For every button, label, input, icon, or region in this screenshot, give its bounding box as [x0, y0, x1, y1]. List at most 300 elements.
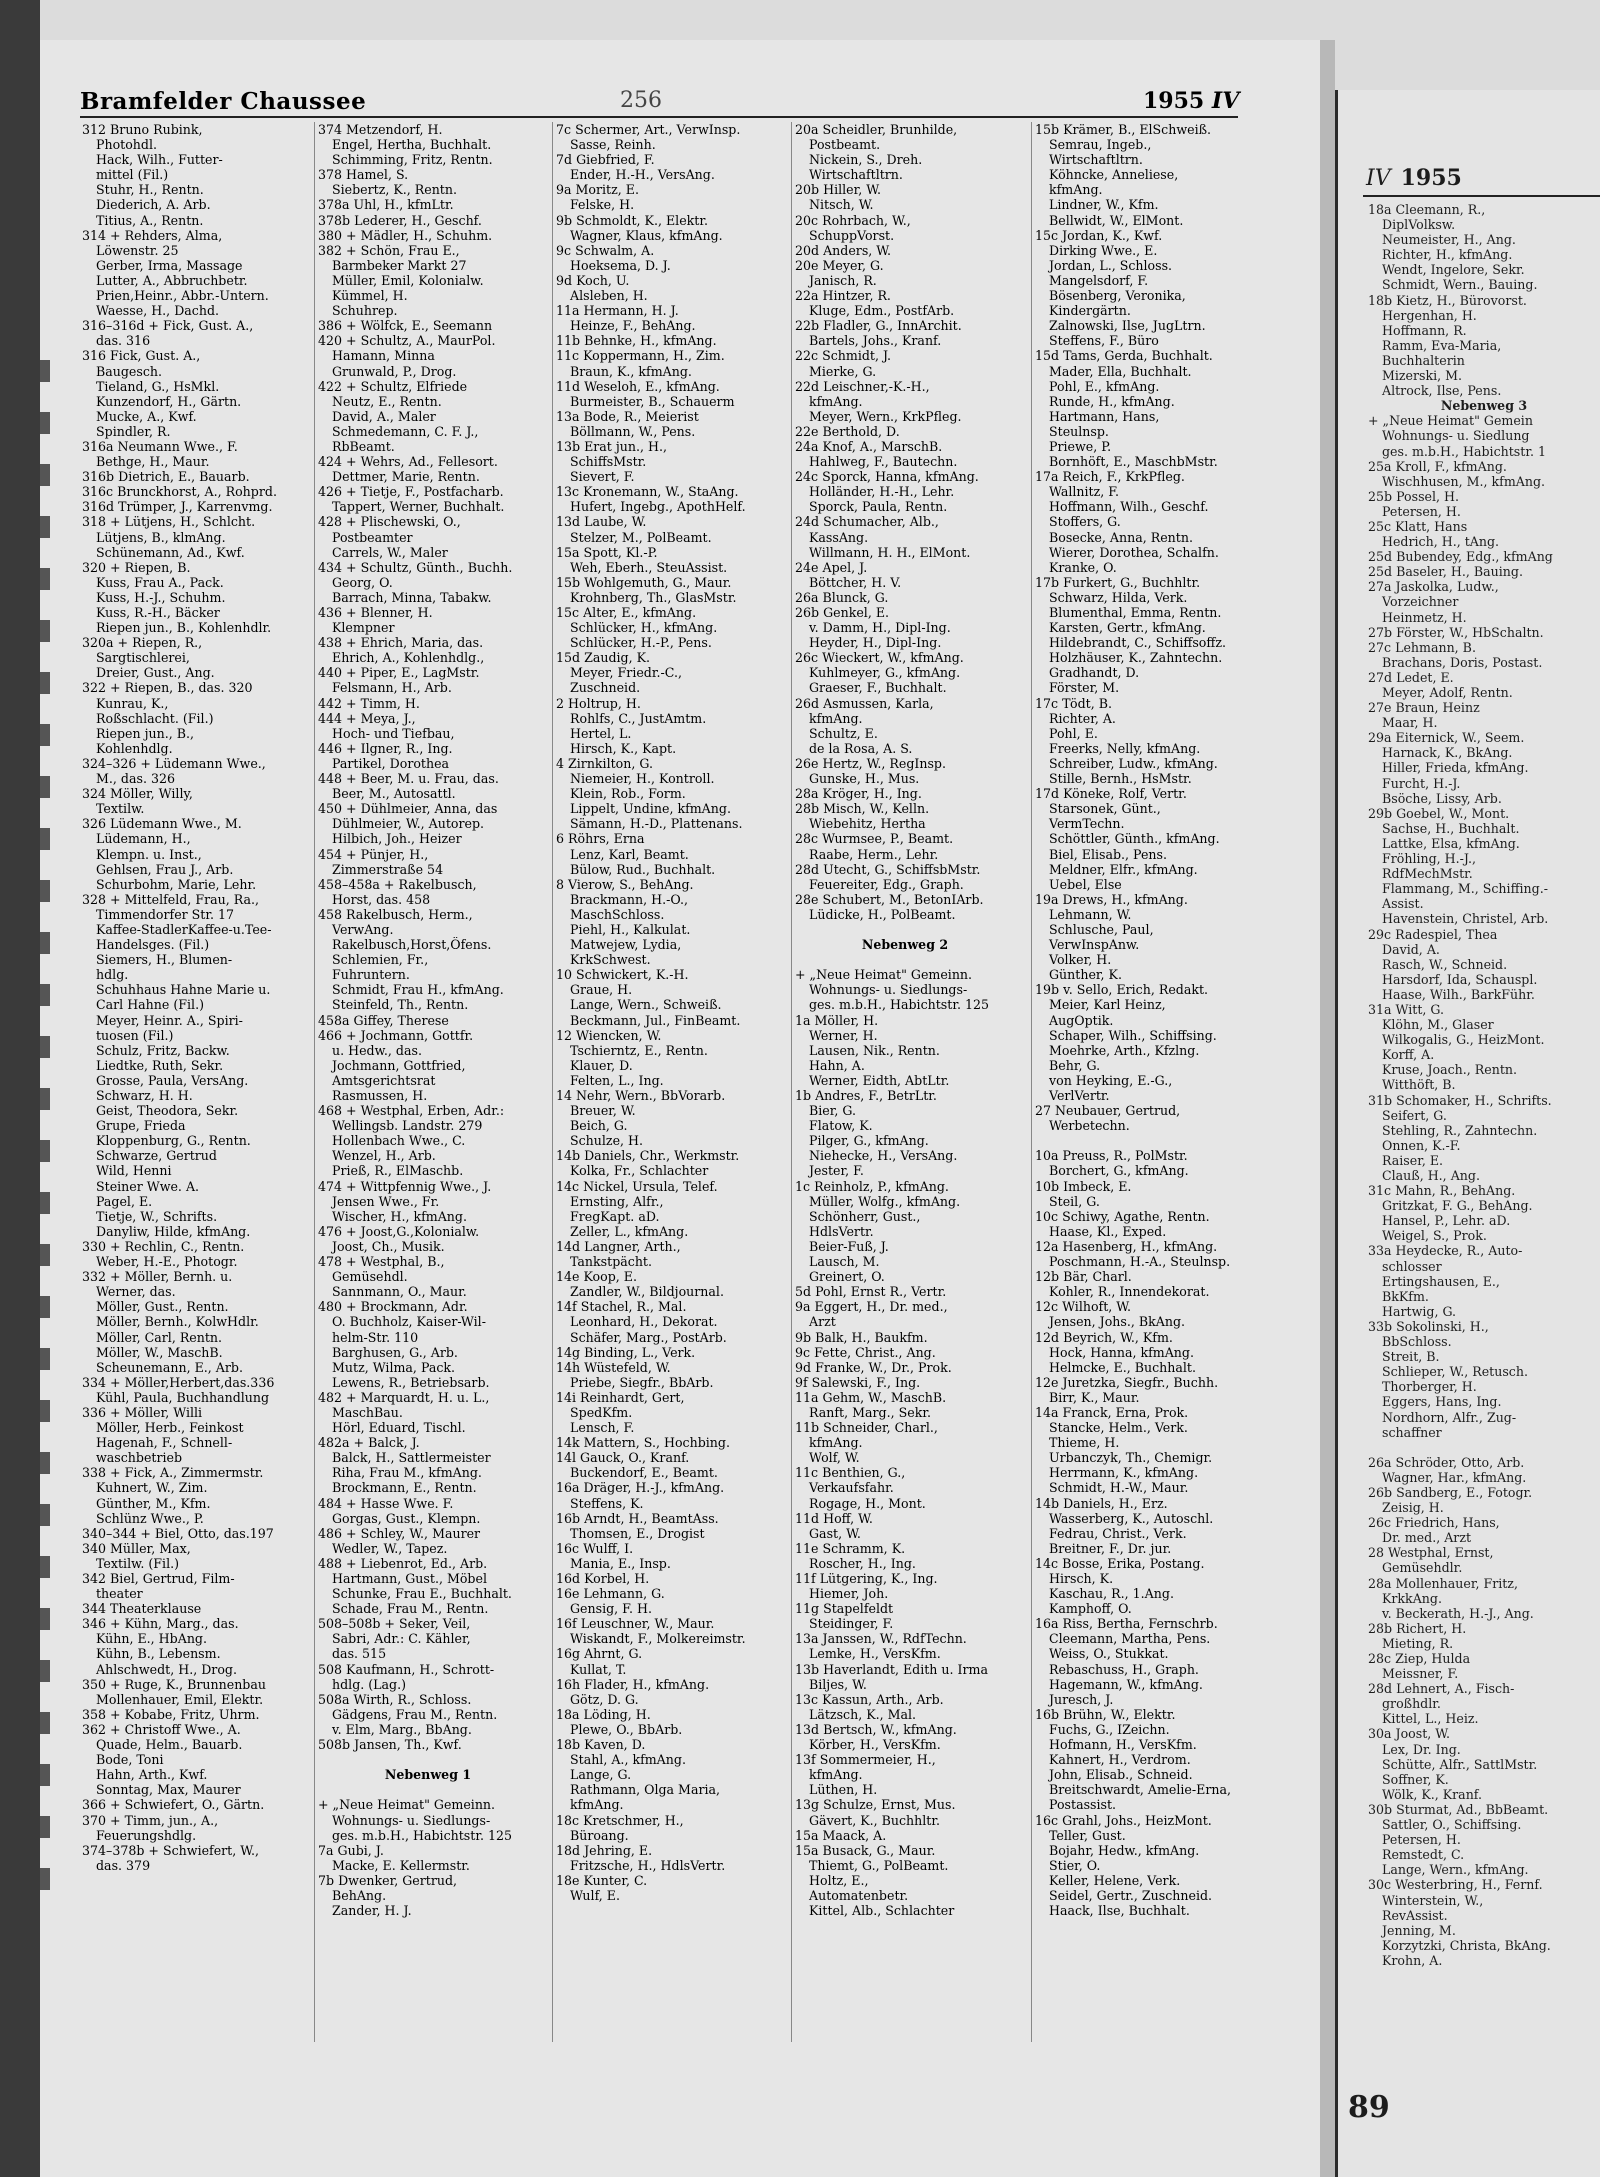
directory-entry: 24c Sporck, Hanna, kfmAng. [795, 469, 979, 485]
directory-entry: 28e Schubert, M., BetonIArb. [795, 891, 984, 907]
directory-entry: Kittel, Alb., Schlachter [809, 1903, 955, 1919]
directory-entry: 25d Bubendey, Edg., kfmAng [1368, 549, 1553, 565]
directory-entry: u. Hedw., das. [332, 1042, 422, 1058]
directory-entry: Weiss, O., Stukkat. [1049, 1646, 1169, 1662]
directory-entry: 11b Schneider, Charl., [795, 1420, 938, 1436]
directory-entry: Lausen, Nik., Rentn. [809, 1042, 940, 1058]
directory-entry: 26a Blunck, G. [795, 589, 889, 605]
directory-entry: Postbeamter [332, 529, 413, 545]
directory-entry: 19b v. Sello, Erich, Redakt. [1035, 982, 1209, 998]
directory-entry: Mieting, R. [1382, 1635, 1454, 1651]
directory-entry: VerwInspAnw. [1049, 937, 1140, 953]
directory-entry: 13c Kassun, Arth., Arb. [795, 1691, 944, 1707]
directory-entry: Seifert, G. [1382, 1107, 1447, 1123]
directory-entry: Seidel, Gertr., Zuschneid. [1049, 1887, 1213, 1903]
directory-entry: Handelsges. (Fil.) [96, 937, 210, 953]
directory-entry: Matwejew, Lydia, [570, 937, 682, 953]
directory-entry: Tieland, G., HsMkl. [96, 378, 220, 394]
directory-entry: Braun, K., kfmAng. [570, 363, 692, 379]
directory-entry: Raabe, Herm., Lehr. [809, 846, 939, 862]
directory-entry: 336 + Möller, Willi [82, 1404, 203, 1420]
directory-entry: schlosser [1382, 1258, 1442, 1274]
directory-entry: Lensch, F. [570, 1420, 635, 1436]
directory-entry: 484 + Hasse Wwe. F. [318, 1495, 454, 1511]
directory-entry: Klauer, D. [570, 1057, 633, 1073]
directory-entry: Steffens, K. [570, 1495, 644, 1511]
directory-entry: Gradhandt, D. [1049, 665, 1140, 681]
directory-entry: 20b Hiller, W. [795, 182, 881, 198]
directory-entry: 14b Daniels, H., Erz. [1035, 1495, 1168, 1511]
directory-entry: waschbetrieb [96, 1450, 183, 1466]
directory-entry: Moehrke, Arth., Kfzlng. [1049, 1042, 1200, 1058]
directory-entry: Heinze, F., BehAng. [570, 318, 696, 334]
directory-entry: Siebertz, K., Rentn. [332, 182, 457, 198]
directory-entry: Heyder, H., Dipl-Ing. [809, 635, 942, 651]
directory-entry: Schurbohm, Marie, Lehr. [96, 876, 257, 892]
directory-entry: Carl Hahne (Fil.) [96, 997, 204, 1013]
directory-entry: Gerber, Irma, Massage [96, 257, 243, 273]
directory-entry: Weber, H.-E., Photogr. [96, 1254, 238, 1270]
directory-entry: Grosse, Paula, VersAng. [96, 1072, 249, 1088]
directory-entry: mittel (Fil.) [96, 167, 169, 183]
directory-entry: Richter, A. [1049, 710, 1116, 726]
directory-entry: 382 + Schön, Frau E., [318, 242, 460, 258]
directory-entry: Schulze, H. [570, 1133, 644, 1149]
directory-entry: Barrach, Minna, Tabakw. [332, 589, 492, 605]
directory-entry: 13a Bode, R., Meierist [556, 408, 699, 424]
directory-entry: BehAng. [332, 1887, 387, 1903]
directory-entry: O. Buchholz, Kaiser-Wil- [332, 1314, 486, 1330]
directory-entry: Lex, Dr. Ing. [1382, 1741, 1461, 1757]
directory-entry: Diederich, A. Arb. [96, 197, 211, 213]
directory-entry: 24a Knof, A., MarschB. [795, 438, 943, 454]
directory-entry: Amtsgerichtsrat [332, 1072, 436, 1088]
directory-entry: Hansel, P., Lehr. aD. [1382, 1213, 1511, 1229]
directory-entry [795, 952, 1015, 967]
directory-entry: Schünemann, Ad., Kwf. [96, 544, 245, 560]
directory-entry: Dr. med., Arzt [1382, 1530, 1472, 1546]
directory-entry: 358 + Kobabe, Fritz, Uhrm. [82, 1706, 260, 1722]
directory-entry: Kohlenhdlg. [96, 740, 173, 756]
directory-entry: Lausch, M. [809, 1254, 880, 1270]
directory-entry: 316 Fick, Gust. A., [82, 348, 201, 364]
directory-entry: Steulnsp. [1049, 423, 1109, 439]
directory-entry: Balck, H., Sattlermeister [332, 1450, 491, 1466]
directory-entry: 344 Theaterklause [82, 1601, 202, 1617]
directory-entry: Hamann, Minna [332, 348, 435, 364]
directory-entry: Korzytzki, Christa, BkAng. [1382, 1937, 1551, 1953]
directory-entry: Brackmann, H.-O., [570, 891, 688, 907]
directory-entry: Stehling, R., Zahntechn. [1382, 1122, 1538, 1138]
directory-entry: BkKfm. [1382, 1288, 1429, 1304]
directory-entry: Jordan, L., Schloss. [1049, 257, 1173, 273]
directory-entry: Riepen jun., B., Kohlenhdlr. [96, 620, 272, 636]
directory-entry: Meyer, Heinr. A., Spiri- [96, 1012, 243, 1028]
directory-entry: 16a Dräger, H.-J., kfmAng. [556, 1480, 725, 1496]
directory-entry: Tschierntz, E., Rentn. [570, 1042, 708, 1058]
directory-entry: 15b Wohlgemuth, G., Maur. [556, 574, 732, 590]
directory-entry: Heinmetz, H. [1382, 609, 1467, 625]
directory-entry: Photohdl. [96, 137, 158, 153]
directory-entry: Kindergärtn. [1049, 303, 1131, 319]
directory-entry: theater [96, 1586, 143, 1602]
right-volume: IV [1366, 166, 1391, 191]
directory-entry: 29b Goebel, W., Mont. [1368, 805, 1510, 821]
directory-entry: Stille, Bernh., HsMstr. [1049, 771, 1192, 787]
directory-entry: 320a + Riepen, R., [82, 635, 203, 651]
directory-entry: 6 Röhrs, Erna [556, 831, 645, 847]
directory-entry: Waesse, H., Dachd. [96, 303, 220, 319]
directory-entry: Meldner, Elfr., kfmAng. [1049, 861, 1198, 877]
directory-entry: Kohler, R., Innendekorat. [1049, 1284, 1210, 1300]
directory-entry: 314 + Rehders, Alma, [82, 227, 223, 243]
directory-entry: + „Neue Heimat" Gemeinn. [795, 967, 973, 983]
directory-entry: 26d Asmussen, Karla, [795, 695, 934, 711]
directory-entry: Werner, H. [809, 1027, 878, 1043]
directory-entry: AugOptik. [1049, 1012, 1114, 1028]
directory-entry: Schreiber, Ludw., kfmAng. [1049, 755, 1218, 771]
directory-entry: 12c Wilhoft, W. [1035, 1299, 1132, 1315]
section-heading: Nebenweg 2 [861, 937, 949, 953]
directory-entry: + „Neue Heimat" Gemeinn. [318, 1797, 496, 1813]
directory-entry: Gorgas, Gust., Klempn. [332, 1510, 481, 1526]
directory-entry: Haase, Wilh., BarkFühr. [1382, 986, 1535, 1002]
directory-entry: KrkkAng. [1382, 1590, 1442, 1606]
page-number: 256 [620, 88, 662, 113]
directory-entry: Biljes, W. [809, 1676, 867, 1692]
directory-entry: Engel, Hertha, Buchhalt. [332, 137, 492, 153]
directory-entry: Dreier, Gust., Ang. [96, 665, 215, 681]
directory-entry: Carrels, W., Maler [332, 544, 448, 560]
directory-entry: Danyliw, Hilde, kfmAng. [96, 1223, 251, 1239]
directory-entry: Förster, M. [1049, 680, 1120, 696]
directory-entry: Kahnert, H., Verdrom. [1049, 1752, 1191, 1768]
directory-entry: SchiffsMstr. [570, 454, 647, 470]
directory-entry: 438 + Ehrich, Maria, das. [318, 635, 484, 651]
directory-entry: 316c Brunckhorst, A., Rohprd. [82, 484, 277, 500]
directory-entry: ges. m.b.H., Habichtstr. 125 [332, 1827, 512, 1843]
directory-entry: 11b Behnke, H., kfmAng. [556, 333, 717, 349]
directory-entry: Tappert, Werner, Buchhalt. [332, 499, 505, 515]
directory-entry: Zeisig, H. [1382, 1500, 1444, 1516]
directory-entry: Postbeamt. [809, 137, 881, 153]
directory-entry: Ranft, Marg., Sekr. [809, 1404, 931, 1420]
directory-entry: Harsdorf, Ida, Schauspl. [1382, 971, 1538, 987]
directory-entry: Kruse, Joach., Rentn. [1382, 1062, 1517, 1078]
directory-entry: 25c Klatt, Hans [1368, 518, 1468, 534]
directory-entry: Holländer, H.-H., Lehr. [809, 484, 955, 500]
directory-column-1 [82, 122, 302, 1873]
directory-entry: 13f Sommermeier, H., [795, 1752, 936, 1768]
directory-entry: Pagel, E. [96, 1193, 153, 1209]
directory-entry [318, 1782, 538, 1797]
directory-entry: 18d Jehring, E. [556, 1842, 653, 1858]
directory-entry: Richter, H., kfmAng. [1382, 247, 1513, 263]
directory-entry: Gunske, H., Mus. [809, 771, 920, 787]
directory-entry: 316–316d + Fick, Gust. A., [82, 318, 254, 334]
directory-entry: 14d Langner, Arth., [556, 1238, 681, 1254]
directory-entry: Hufert, Ingebg., ApothHelf. [570, 499, 746, 515]
directory-column-3 [556, 122, 776, 1903]
directory-entry: Hoffmann, Wilh., Geschf. [1049, 499, 1209, 515]
directory-entry: Kuss, H.-J., Schuhm. [96, 589, 226, 605]
directory-entry: 450 + Dühlmeier, Anna, das [318, 801, 498, 817]
directory-entry: Meyer, Wern., KrkPfleg. [809, 408, 962, 424]
directory-entry: kfmAng. [1049, 182, 1103, 198]
directory-entry: 11f Lütgering, K., Ing. [795, 1571, 938, 1586]
directory-entry: Niemeier, H., Kontroll. [570, 771, 715, 787]
directory-entry: Klempn. u. Inst., [96, 846, 202, 862]
directory-entry: Klein, Rob., Form. [570, 786, 686, 802]
directory-entry: VerlVertr. [1049, 1088, 1110, 1103]
directory-entry: 370 + Timm, jun., A., [82, 1812, 219, 1828]
directory-entry: hdlg. (Lag.) [332, 1676, 407, 1692]
directory-entry: 13d Laube, W. [556, 514, 647, 530]
directory-entry: 17b Furkert, G., Buchhltr. [1035, 574, 1201, 590]
directory-entry: Juresch, J. [1049, 1691, 1114, 1707]
directory-entry: Schwarz, H. H. [96, 1088, 193, 1103]
directory-entry: Buckendorf, E., Beamt. [570, 1465, 718, 1481]
directory-entry: 28c Ziep, Hulda [1368, 1651, 1471, 1666]
directory-entry: 9b Schmoldt, K., Elektr. [556, 212, 708, 228]
directory-entry: Beer, M., Autosattl. [332, 786, 456, 802]
directory-entry: Kühn, B., Lebensm. [96, 1646, 221, 1662]
directory-entry: Spindler, R. [96, 423, 171, 439]
directory-entry: 33b Sokolinski, H., [1368, 1318, 1489, 1334]
directory-entry: Scheunemann, E., Arb. [96, 1359, 243, 1375]
directory-entry: Lüdemann, H., [96, 831, 191, 847]
directory-entry: 316d Trümper, J., Karrenvmg. [82, 499, 273, 515]
directory-entry: Lange, Wern., kfmAng. [1382, 1862, 1529, 1878]
directory-entry: Gritzkat, F. G., BehAng. [1382, 1198, 1533, 1214]
directory-entry: Breitschwardt, Amelie-Erna, [1049, 1782, 1231, 1798]
directory-entry: das. 515 [332, 1646, 387, 1662]
directory-entry: 26c Wieckert, W., kfmAng. [795, 650, 964, 666]
directory-entry [318, 1752, 538, 1767]
directory-entry: Thieme, H. [1049, 1435, 1120, 1451]
directory-entry: 19a Drews, H., kfmAng. [1035, 891, 1188, 907]
directory-entry: Böllmann, W., Pens. [570, 423, 696, 439]
directory-entry: Freerks, Nelly, kfmAng. [1049, 740, 1201, 756]
directory-entry: 16b Arndt, H., BeamtAss. [556, 1510, 719, 1526]
directory-entry: Bülow, Rud., Buchhalt. [570, 861, 716, 877]
directory-entry: 12d Beyrich, W., Kfm. [1035, 1329, 1173, 1345]
directory-entry: Kunzendorf, H., Gärtn. [96, 393, 242, 409]
directory-entry: Möller, Gust., Rentn. [96, 1299, 229, 1315]
directory-entry: kfmAng. [809, 1435, 863, 1451]
directory-entry: 15a Spott, Kl.-P. [556, 544, 658, 560]
directory-entry: Hack, Wilh., Futter- [96, 152, 223, 168]
directory-entry: Werbetechn. [1049, 1118, 1130, 1134]
directory-entry: 13g Schulze, Ernst, Mus. [795, 1797, 956, 1813]
directory-entry: 30a Joost, W. [1368, 1726, 1451, 1742]
directory-entry: 334 + Möller,Herbert,das.336 [82, 1374, 275, 1390]
directory-entry: + „Neue Heimat" Gemein [1368, 413, 1533, 429]
directory-entry: Kloppenburg, G., Rentn. [96, 1133, 251, 1149]
directory-entry: Schlusche, Paul, [1049, 921, 1154, 937]
directory-entry: Hahn, Arth., Kwf. [96, 1767, 208, 1783]
directory-entry: 11g Stapelfeldt [795, 1601, 894, 1617]
directory-entry: hdlg. [96, 967, 129, 983]
directory-entry: Wenzel, H., Arb. [332, 1148, 436, 1164]
directory-entry: 1a Möller, H. [795, 1012, 879, 1028]
directory-entry: Sannmann, O., Maur. [332, 1284, 467, 1300]
directory-entry: Kuss, Frau A., Pack. [96, 574, 224, 590]
directory-entry: 18e Kunter, C. [556, 1872, 648, 1888]
directory-entry: 340–344 + Biel, Otto, das.197 [82, 1525, 274, 1541]
directory-entry: Schlücker, H., kfmAng. [570, 620, 718, 636]
directory-entry: Kunrau, K., [96, 695, 169, 711]
directory-entry: Bösenberg, Veronika, [1049, 288, 1186, 304]
directory-entry: 442 + Timm, H. [318, 695, 420, 711]
directory-entry: Möller, Carl, Rentn. [96, 1329, 223, 1345]
directory-entry: SchuppVorst. [809, 227, 895, 243]
directory-entry: Kranke, O. [1049, 559, 1117, 575]
directory-entry: Dettmer, Marie, Rentn. [332, 469, 480, 485]
directory-entry: 15a Busack, G., Maur. [795, 1842, 936, 1858]
directory-entry: 16c Wulff, I. [556, 1540, 634, 1556]
directory-entry: 440 + Piper, E., LagMstr. [318, 665, 480, 681]
directory-entry: Urbanczyk, Th., Chemigr. [1049, 1450, 1213, 1466]
directory-entry: 16a Riss, Bertha, Fernschrb. [1035, 1616, 1218, 1632]
directory-entry: 362 + Christoff Wwe., A. [82, 1721, 241, 1737]
column-divider [791, 122, 792, 2042]
directory-entry: Bornhöft, E., MaschbMstr. [1049, 454, 1218, 470]
directory-entry [1035, 1133, 1255, 1148]
directory-entry: Hedrich, H., tAng. [1382, 534, 1500, 550]
directory-entry: Steil, G. [1049, 1193, 1100, 1209]
directory-entry: 10 Schwickert, K.-H. [556, 967, 689, 983]
directory-entry: Hartwig, G. [1382, 1303, 1457, 1319]
directory-entry: 12a Hasenberg, H., kfmAng. [1035, 1238, 1218, 1254]
directory-entry: Priebe, Siegfr., BbArb. [570, 1374, 714, 1390]
directory-entry: Rasch, W., Schneid. [1382, 956, 1508, 972]
directory-entry: Breuer, W. [570, 1103, 636, 1119]
directory-entry: Lange, Wern., Schweiß. [570, 997, 722, 1013]
directory-entry: Birr, K., Maur. [1049, 1389, 1140, 1405]
directory-entry: Gädgens, Frau M., Rentn. [332, 1706, 498, 1722]
directory-entry: Gensig, F. H. [570, 1601, 652, 1617]
directory-entry: FregKapt. aD. [570, 1208, 660, 1224]
directory-entry: Karsten, Gertr., kfmAng. [1049, 620, 1206, 636]
directory-entry: 12 Wiencken, W. [556, 1027, 662, 1043]
directory-entry: Petersen, H. [1382, 1832, 1461, 1848]
directory-entry: 14i Reinhardt, Gert, [556, 1389, 685, 1405]
directory-entry: 12e Juretzka, Siegfr., Buchh. [1035, 1374, 1219, 1390]
directory-entry: Fuchs, G., IZeichn. [1049, 1721, 1170, 1737]
directory-entry: Wierer, Dorothea, Schalfn. [1049, 544, 1219, 560]
directory-entry: 20e Meyer, G. [795, 257, 884, 273]
directory-entry: 22e Berthold, D. [795, 423, 900, 439]
directory-entry: 14g Binding, L., Verk. [556, 1344, 696, 1360]
directory-entry [795, 922, 1015, 937]
directory-entry: Schöttler, Günth., kfmAng. [1049, 831, 1220, 847]
directory-entry: Meyer, Adolf, Rentn. [1382, 685, 1513, 700]
directory-entry: Kittel, L., Heiz. [1382, 1711, 1479, 1727]
directory-entry: Hofmann, H., VersKfm. [1049, 1737, 1197, 1753]
directory-entry: Wiskandt, F., Molkereimstr. [570, 1631, 746, 1647]
street-heading: Bramfelder Chaussee [80, 88, 367, 115]
directory-entry: 12b Bär, Charl. [1035, 1269, 1132, 1285]
directory-entry: Ertingshausen, E., [1382, 1273, 1500, 1289]
directory-entry: 318 + Lütjens, H., Schlcht. [82, 514, 256, 530]
directory-entry: 14b Daniels, Chr., Werkmstr. [556, 1148, 740, 1164]
directory-entry: Willmann, H. H., ElMont. [809, 544, 971, 560]
directory-entry: 7d Giebfried, F. [556, 152, 655, 168]
directory-entry: Haack, Ilse, Buchhalt. [1049, 1903, 1190, 1919]
directory-entry: 25b Possel, H. [1368, 488, 1460, 504]
directory-entry: Jochmann, Gottfried, [332, 1057, 466, 1073]
directory-entry: Schlemien, Fr., [332, 952, 429, 968]
directory-entry: Kaffee-StadlerKaffee-u.Tee- [96, 921, 272, 937]
directory-entry: Werner, das. [96, 1284, 176, 1300]
directory-entry: 366 + Schwiefert, O., Gärtn. [82, 1797, 265, 1813]
directory-entry: Mollenhauer, Emil, Elektr. [96, 1691, 264, 1707]
directory-entry: 476 + Joost,G.,Kolonialw. [318, 1223, 480, 1239]
directory-entry: 14f Stachel, R., Mal. [556, 1299, 687, 1315]
directory-entry: Havenstein, Christel, Arb. [1382, 911, 1549, 927]
directory-entry: 480 + Brockmann, Adr. [318, 1299, 468, 1315]
directory-entry: Gemüsehdl. [332, 1269, 408, 1285]
directory-entry: Bosecke, Anna, Rentn. [1049, 529, 1193, 545]
directory-entry: Schütte, Alfr., SattlMstr. [1382, 1756, 1538, 1772]
directory-entry: Lemke, H., VersKfm. [809, 1646, 941, 1662]
directory-entry: Schlünz Wwe., P. [96, 1510, 204, 1526]
directory-entry: Holtz, E., [809, 1872, 869, 1888]
directory-entry: Runde, H., kfmAng. [1049, 393, 1175, 409]
directory-entry: 422 + Schultz, Elfriede [318, 378, 468, 394]
directory-entry: Starsonek, Günt., [1049, 801, 1161, 817]
directory-entry: Nickein, S., Dreh. [809, 152, 923, 168]
directory-entry: 324 Möller, Willy, [82, 786, 193, 802]
directory-entry: Hahlweg, F., Bautechn. [809, 454, 958, 470]
directory-entry: Schmidt, Frau H., kfmAng. [332, 982, 504, 998]
directory-entry: Wölk, K., Kranf. [1382, 1786, 1483, 1802]
directory-entry: Liedtke, Ruth, Sekr. [96, 1057, 224, 1073]
directory-entry: Gemüsehdlr. [1382, 1560, 1463, 1576]
directory-entry: Cleemann, Martha, Pens. [1049, 1631, 1211, 1647]
directory-entry: John, Elisab., Schneid. [1049, 1767, 1193, 1783]
directory-entry: 13b Haverlandt, Edith u. Irma [795, 1661, 988, 1677]
directory-entry: Lüdicke, H., PolBeamt. [809, 906, 956, 922]
directory-entry: 328 + Mittelfeld, Frau, Ra., [82, 891, 260, 907]
directory-entry: Sachse, H., Buchhalt. [1382, 820, 1520, 836]
directory-entry: Schunke, Frau E., Buchhalt. [332, 1586, 512, 1602]
directory-entry: Sievert, F. [570, 469, 635, 485]
directory-entry: Flatow, K. [809, 1118, 873, 1134]
directory-entry: Stahl, A., kfmAng. [570, 1752, 686, 1768]
directory-entry: helm-Str. 110 [332, 1329, 419, 1345]
directory-entry: Hertel, L. [570, 725, 632, 741]
directory-entry: Jenning, M. [1382, 1922, 1456, 1938]
directory-entry: Felsmann, H., Arb. [332, 680, 452, 696]
directory-entry: Pilger, G., kfmAng. [809, 1133, 929, 1149]
directory-entry: 16c Grahl, Johs., HeizMont. [1035, 1812, 1212, 1828]
directory-entry: Bethge, H., Maur. [96, 454, 210, 470]
directory-entry: Geist, Theodora, Sekr. [96, 1103, 239, 1119]
directory-entry: Zander, H. J. [332, 1903, 412, 1919]
directory-entry: v. Damm, H., Dipl-Ing. [809, 620, 951, 636]
directory-entry: 9a Moritz, E. [556, 182, 639, 198]
directory-entry: 22b Fladler, G., InnArchit. [795, 318, 962, 334]
directory-entry: Dirking Wwe., E. [1049, 242, 1158, 258]
directory-entry: Hiemer, Joh. [809, 1586, 889, 1602]
directory-entry: 28d Lehnert, A., Fisch- [1368, 1681, 1515, 1697]
directory-entry: 386 + Wölfck, E., Seemann [318, 318, 493, 334]
directory-entry: v. Beckerath, H.-J., Ang. [1382, 1605, 1534, 1621]
directory-entry: Hirsch, K. [1049, 1571, 1114, 1586]
directory-entry: kfmAng. [570, 1797, 624, 1813]
